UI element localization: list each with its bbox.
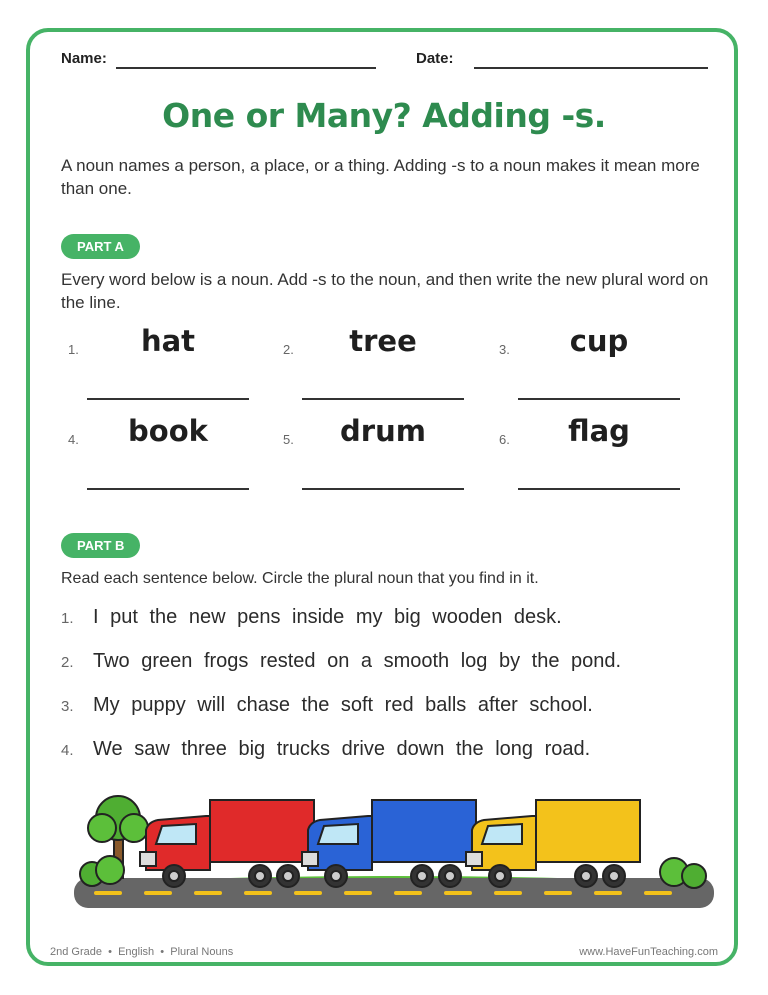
date-line[interactable] bbox=[474, 67, 708, 69]
intro-text: A noun names a person, a place, or a thing. Adding -s to a noun makes it mean more than one. bbox=[61, 156, 700, 198]
bullet-icon: • bbox=[105, 946, 116, 958]
part-a-badge: PART A bbox=[61, 234, 140, 259]
answer-line[interactable] bbox=[302, 398, 464, 400]
noun-word: hat bbox=[140, 324, 196, 358]
footer-subject: English bbox=[118, 946, 155, 958]
noun-word: drum bbox=[340, 414, 426, 448]
name-label: Name: bbox=[61, 50, 107, 67]
word-number: 2. bbox=[283, 342, 294, 357]
sentence[interactable]: My puppy will chase the soft red balls after school. bbox=[93, 694, 593, 716]
footer-grade: 2nd Grade bbox=[50, 946, 102, 958]
noun-word: cup bbox=[569, 324, 629, 358]
noun-word: tree bbox=[349, 324, 417, 358]
part-a-instructions: Every word below is a noun. Add -s to the noun, and then write the new plural word on the line. bbox=[61, 270, 709, 312]
blue-truck-icon bbox=[302, 800, 476, 887]
footer-topic: Plural Nouns bbox=[170, 946, 234, 958]
part-b-instructions: Read each sentence below. Circle the plural noun that you find in it. bbox=[61, 570, 539, 587]
answer-line[interactable] bbox=[518, 488, 680, 490]
word-number: 6. bbox=[499, 432, 510, 447]
word-number: 5. bbox=[283, 432, 294, 447]
sentence[interactable]: I put the new pens inside my big wooden desk. bbox=[93, 606, 562, 628]
word-number: 4. bbox=[68, 432, 79, 447]
bush-icon bbox=[80, 856, 124, 886]
trucks-illustration bbox=[74, 786, 714, 926]
footer-tags bbox=[50, 946, 233, 958]
sentence[interactable]: We saw three big trucks drive down the long road. bbox=[93, 738, 591, 760]
red-truck-icon bbox=[140, 800, 314, 887]
sentence-number: 1. bbox=[61, 610, 74, 627]
answer-line[interactable] bbox=[87, 398, 249, 400]
answer-line[interactable] bbox=[518, 398, 680, 400]
part-b-badge: PART B bbox=[61, 533, 140, 558]
word-number: 1. bbox=[68, 342, 79, 357]
sentence[interactable]: Two green frogs rested on a smooth log by the pond. bbox=[93, 650, 622, 672]
bush-icon bbox=[660, 858, 706, 888]
worksheet-title: One or Many? Adding -s. bbox=[162, 96, 606, 135]
sentence-number: 4. bbox=[61, 742, 74, 759]
noun-word: book bbox=[128, 414, 208, 448]
sentence-number: 2. bbox=[61, 654, 74, 671]
yellow-truck-icon bbox=[466, 800, 640, 887]
bullet-icon: • bbox=[157, 946, 168, 958]
answer-line[interactable] bbox=[302, 488, 464, 490]
noun-word: flag bbox=[568, 414, 630, 448]
footer-website[interactable]: www.HaveFunTeaching.com bbox=[579, 946, 718, 958]
word-number: 3. bbox=[499, 342, 510, 357]
date-label: Date: bbox=[416, 50, 454, 67]
answer-line[interactable] bbox=[87, 488, 249, 490]
name-line[interactable] bbox=[116, 67, 376, 69]
sentence-number: 3. bbox=[61, 698, 74, 715]
